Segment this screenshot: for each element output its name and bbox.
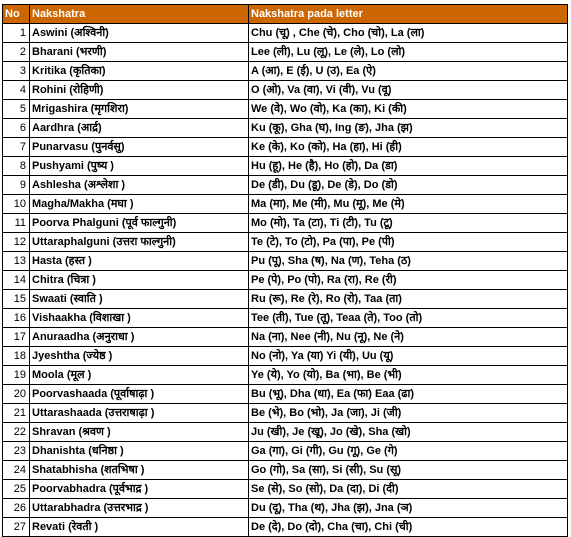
- table-row: [3, 518, 568, 537]
- row-number: 9: [3, 176, 30, 195]
- pada-letters: Se (से), So (सो), Da (दा), Di (दी): [249, 480, 568, 499]
- table-row: [3, 24, 568, 43]
- table-row: [3, 347, 568, 366]
- table-row: [3, 366, 568, 385]
- row-number: 18: [3, 347, 30, 366]
- nakshatra-name: Ashlesha (अश्लेशा ): [30, 176, 249, 195]
- table-row: [3, 423, 568, 442]
- table-row: [3, 461, 568, 480]
- nakshatra-name: Chitra (चित्रा ): [30, 271, 249, 290]
- nakshatra-name: Shatabhisha (शतभिषा ): [30, 461, 249, 480]
- pada-letters: O (ओ), Va (वा), Vi (वी), Vu (वू): [249, 81, 568, 100]
- nakshatra-name: Magha/Makha (मघा ): [30, 195, 249, 214]
- pada-letters: No (नो), Ya (या) Yi (यी), Uu (यू): [249, 347, 568, 366]
- nakshatra-table: [2, 4, 568, 537]
- nakshatra-name: Dhanishta (धनिष्ठा ): [30, 442, 249, 461]
- row-number: 4: [3, 81, 30, 100]
- table-row: [3, 290, 568, 309]
- pada-letters: Ma (मा), Me (मी), Mu (मू), Me (मे): [249, 195, 568, 214]
- pada-letters: Lee (ली), Lu (लू), Le (ले), Lo (लो): [249, 43, 568, 62]
- table-row: [3, 328, 568, 347]
- table-row: [3, 195, 568, 214]
- nakshatra-name: Swaati (स्वाति ): [30, 290, 249, 309]
- pada-letters: Ru (रू), Re (रे), Ro (रो), Taa (ता): [249, 290, 568, 309]
- table-row: [3, 176, 568, 195]
- pada-letters: Chu (चू) , Che (चे), Cho (चो), La (ला): [249, 24, 568, 43]
- row-number: 17: [3, 328, 30, 347]
- header-pada-letter: Nakshatra pada letter: [249, 5, 568, 24]
- row-number: 12: [3, 233, 30, 252]
- table-row: [3, 81, 568, 100]
- row-number: 24: [3, 461, 30, 480]
- nakshatra-name: Mrigashira (मृगशिरा): [30, 100, 249, 119]
- pada-letters: Pu (पू), Sha (ष), Na (ण), Teha (ठ): [249, 252, 568, 271]
- row-number: 2: [3, 43, 30, 62]
- pada-letters: Go (गो), Sa (सा), Si (सी), Su (सू): [249, 461, 568, 480]
- row-number: 21: [3, 404, 30, 423]
- table-row: [3, 214, 568, 233]
- nakshatra-name: Punarvasu (पुनर्वसु): [30, 138, 249, 157]
- row-number: 7: [3, 138, 30, 157]
- nakshatra-name: Anuraadha (अनुराधा ): [30, 328, 249, 347]
- table-header-row: [3, 5, 568, 24]
- row-number: 3: [3, 62, 30, 81]
- table-row: [3, 271, 568, 290]
- row-number: 1: [3, 24, 30, 43]
- pada-letters: Mo (मो), Ta (टा), Ti (टी), Tu (टू): [249, 214, 568, 233]
- pada-letters: Ku (कू), Gha (घ), Ing (ङ), Jha (झ): [249, 119, 568, 138]
- pada-letters: Be (भे), Bo (भो), Ja (जा), Ji (जी): [249, 404, 568, 423]
- pada-letters: A (आ), E (ई), U (उ), Ea (ऐ): [249, 62, 568, 81]
- nakshatra-name: Aswini (अश्विनी): [30, 24, 249, 43]
- pada-letters: We (वे), Wo (वो), Ka (का), Ki (की): [249, 100, 568, 119]
- row-number: 5: [3, 100, 30, 119]
- pada-letters: Du (दू), Tha (थ), Jha (झ), Jna (ञ): [249, 499, 568, 518]
- row-number: 22: [3, 423, 30, 442]
- pada-letters: Ga (गा), Gi (गी), Gu (गू), Ge (गे): [249, 442, 568, 461]
- row-number: 20: [3, 385, 30, 404]
- pada-letters: De (डी), Du (डू), De (डे), Do (डो): [249, 176, 568, 195]
- pada-letters: Na (ना), Nee (नी), Nu (नू), Ne (ने): [249, 328, 568, 347]
- table-row: [3, 138, 568, 157]
- row-number: 8: [3, 157, 30, 176]
- table-row: [3, 43, 568, 62]
- table-row: [3, 442, 568, 461]
- nakshatra-name: Aardhra (आर्द्र): [30, 119, 249, 138]
- pada-letters: Te (टे), To (टो), Pa (पा), Pe (पी): [249, 233, 568, 252]
- pada-letters: De (दे), Do (दो), Cha (चा), Chi (ची): [249, 518, 568, 537]
- row-number: 26: [3, 499, 30, 518]
- nakshatra-name: Vishaakha (विशाखा ): [30, 309, 249, 328]
- row-number: 10: [3, 195, 30, 214]
- nakshatra-name: Uttaraphalguni (उत्तरा फाल्गुनी): [30, 233, 249, 252]
- row-number: 19: [3, 366, 30, 385]
- table-row: [3, 157, 568, 176]
- table-row: [3, 252, 568, 271]
- pada-letters: Ye (ये), Yo (यो), Ba (भा), Be (भी): [249, 366, 568, 385]
- table-row: [3, 233, 568, 252]
- row-number: 16: [3, 309, 30, 328]
- table-row: [3, 480, 568, 499]
- row-number: 6: [3, 119, 30, 138]
- table-row: [3, 62, 568, 81]
- pada-letters: Tee (ती), Tue (तू), Teaa (ते), Too (तो): [249, 309, 568, 328]
- nakshatra-name: Rohini (रोहिणी): [30, 81, 249, 100]
- nakshatra-name: Poorvabhadra (पूर्वभाद्र ): [30, 480, 249, 499]
- table-body: [3, 24, 568, 537]
- nakshatra-table-container: [2, 4, 568, 537]
- row-number: 27: [3, 518, 30, 537]
- table-row: [3, 385, 568, 404]
- nakshatra-name: Kritika (कृतिका): [30, 62, 249, 81]
- nakshatra-name: Hasta (हस्त ): [30, 252, 249, 271]
- pada-letters: Pe (पे), Po (पो), Ra (रा), Re (री): [249, 271, 568, 290]
- row-number: 15: [3, 290, 30, 309]
- row-number: 25: [3, 480, 30, 499]
- pada-letters: Hu (हू), He (है), Ho (हो), Da (डा): [249, 157, 568, 176]
- table-row: [3, 119, 568, 138]
- pada-letters: Ke (के), Ko (को), Ha (हा), Hi (ही): [249, 138, 568, 157]
- header-no: No: [3, 5, 30, 24]
- row-number: 13: [3, 252, 30, 271]
- table-row: [3, 100, 568, 119]
- nakshatra-name: Poorva Phalguni (पूर्व फाल्गुनी): [30, 214, 249, 233]
- nakshatra-name: Bharani (भरणी): [30, 43, 249, 62]
- table-row: [3, 499, 568, 518]
- row-number: 11: [3, 214, 30, 233]
- nakshatra-name: Jyeshtha (ज्येष्ठ ): [30, 347, 249, 366]
- nakshatra-name: Moola (मूल ): [30, 366, 249, 385]
- nakshatra-name: Poorvashaada (पूर्वाषाढ़ा ): [30, 385, 249, 404]
- nakshatra-name: Shravan (श्रवण ): [30, 423, 249, 442]
- header-nakshatra: Nakshatra: [30, 5, 249, 24]
- pada-letters: Ju (खी), Je (खू), Jo (खे), Sha (खो): [249, 423, 568, 442]
- table-row: [3, 309, 568, 328]
- row-number: 23: [3, 442, 30, 461]
- nakshatra-name: Uttarabhadra (उत्तरभाद्र ): [30, 499, 249, 518]
- nakshatra-name: Pushyami (पुष्य ): [30, 157, 249, 176]
- table-row: [3, 404, 568, 423]
- nakshatra-name: Revati (रेवती ): [30, 518, 249, 537]
- row-number: 14: [3, 271, 30, 290]
- nakshatra-name: Uttarashaada (उत्तराषाढ़ा ): [30, 404, 249, 423]
- pada-letters: Bu (भू), Dha (धा), Ea (फा) Eaa (ढा): [249, 385, 568, 404]
